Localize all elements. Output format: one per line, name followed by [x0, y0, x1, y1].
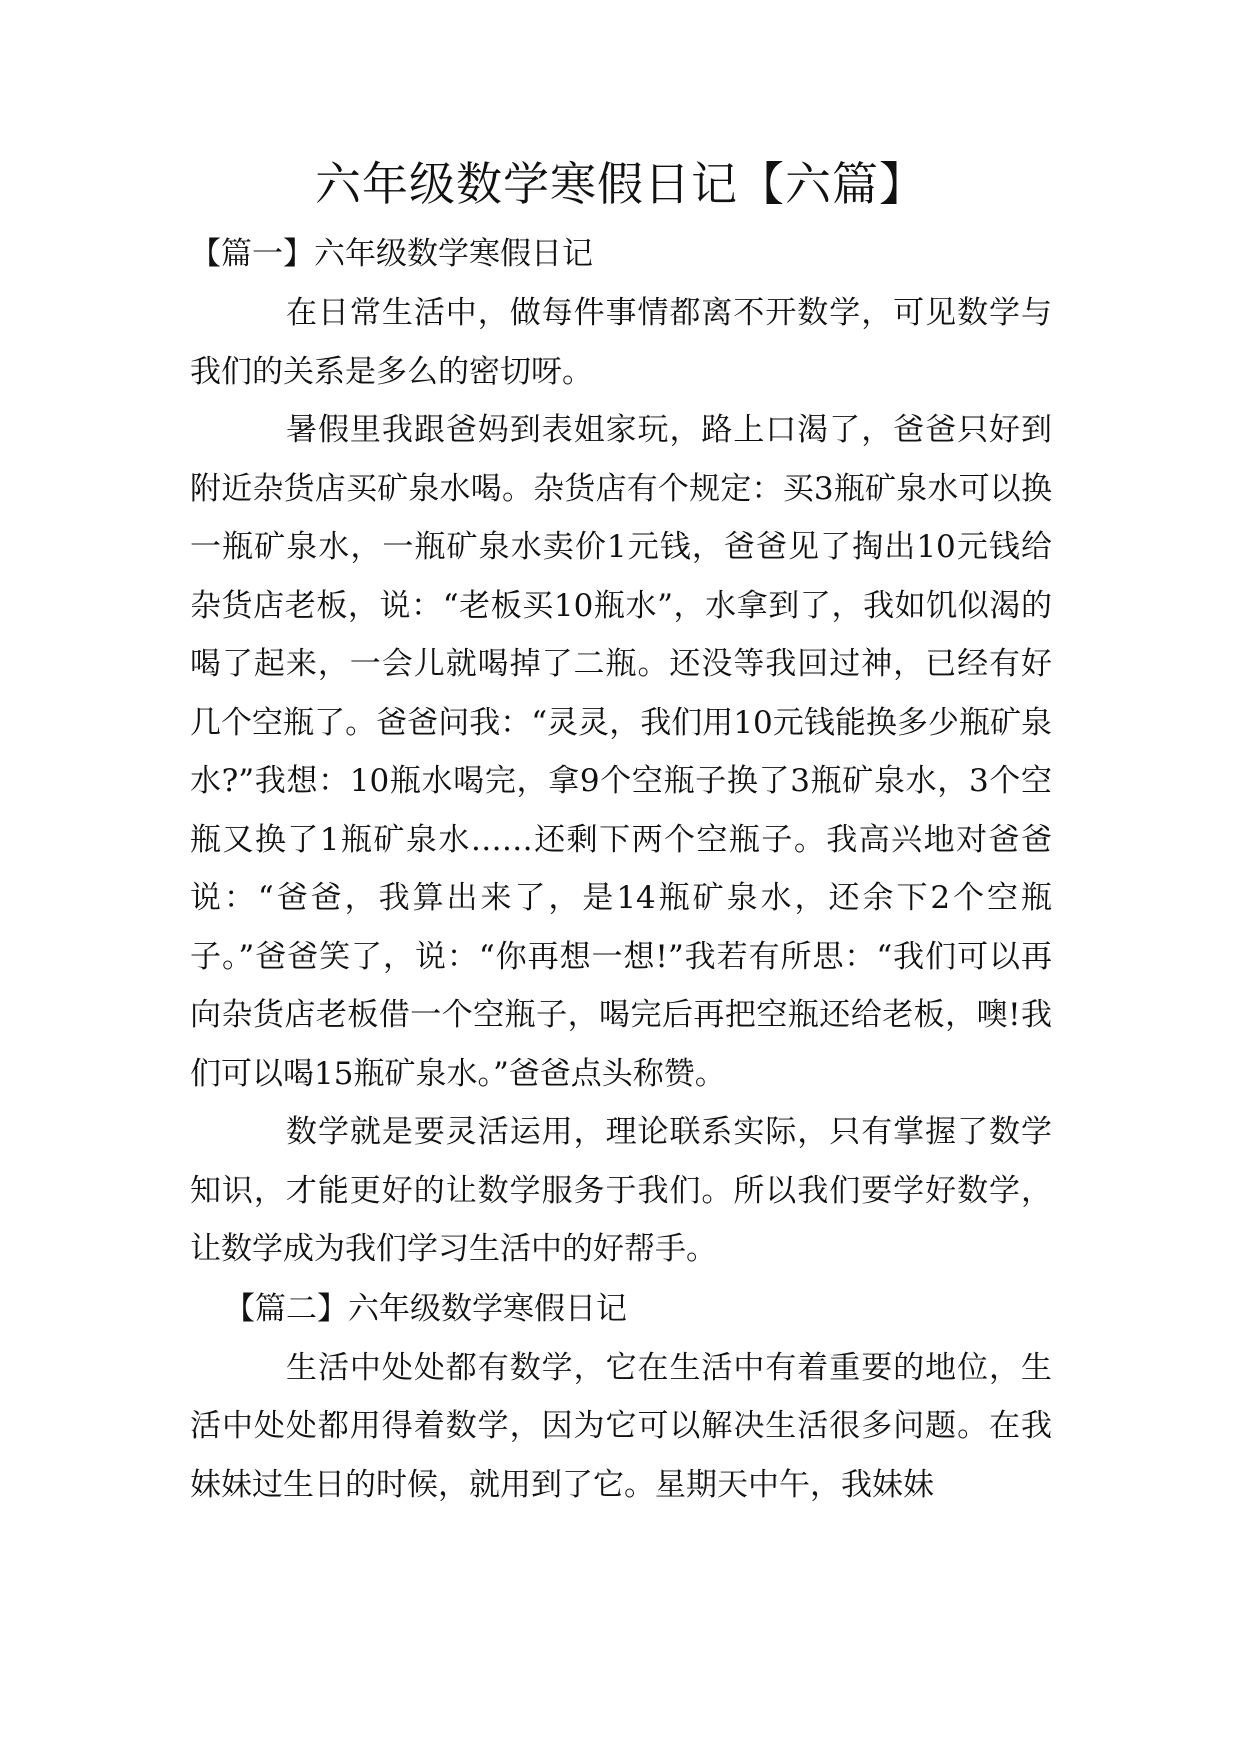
section-heading-1: 【篇一】六年级数学寒假日记: [190, 236, 593, 272]
section-heading-2: 【篇二】六年级数学寒假日记: [224, 1290, 627, 1327]
paragraph: 在日常生活中，做每件事情都离不开数学，可见数学与我们的关系是多么的密切呀。: [190, 295, 1052, 390]
paragraph: 暑假里我跟爸妈到表姐家玩，路上口渴了，爸爸只好到附近杂货店买矿泉水喝。杂货店有个规定：买3瓶矿泉水可以换一瓶矿泉水，一瓶矿泉水卖价1元钱，爸爸见了掏出10元钱给杂货店老板，说：“老板买10瓶水”，水拿到了，我如饥似渴的喝了起来，一会儿就喝掉了二瓶。还没等我回过神，已经有好几个空瓶了。爸爸问我：“灵灵，我们用10元钱能换多少瓶矿泉水?”我想：10瓶水喝完，拿9个空瓶子换了3瓶矿泉水，3个空瓶又换了1瓶矿泉水……还剩下两个空瓶子。我高兴地对爸爸说：“爸爸，我算出来了，是14瓶矿泉水，还余下2个空瓶子。”爸爸笑了，说：“你再想一想!”我若有所思：“我们可以再向杂货店老板借一个空瓶子，喝完后再把空瓶还给老板，噢!我们可以喝15瓶矿泉水。”爸爸点头称赞。: [190, 412, 1052, 1092]
document-title: 六年级数学寒假日记【六篇】: [315, 157, 926, 211]
document-body: [190, 224, 1052, 1514]
paragraph: 数学就是要灵活运用，理论联系实际，只有掌握了数学知识，才能更好的让数学服务于我们。所以我们要学好数学，让数学成为我们学习生活中的好帮手。: [190, 1114, 1052, 1267]
paragraph: 生活中处处都有数学，它在生活中有着重要的地位，生活中处处都用得着数学，因为它可以解决生活很多问题。在我妹妹过生日的时候，就用到了它。星期天中午，我妹妹: [190, 1349, 1052, 1503]
